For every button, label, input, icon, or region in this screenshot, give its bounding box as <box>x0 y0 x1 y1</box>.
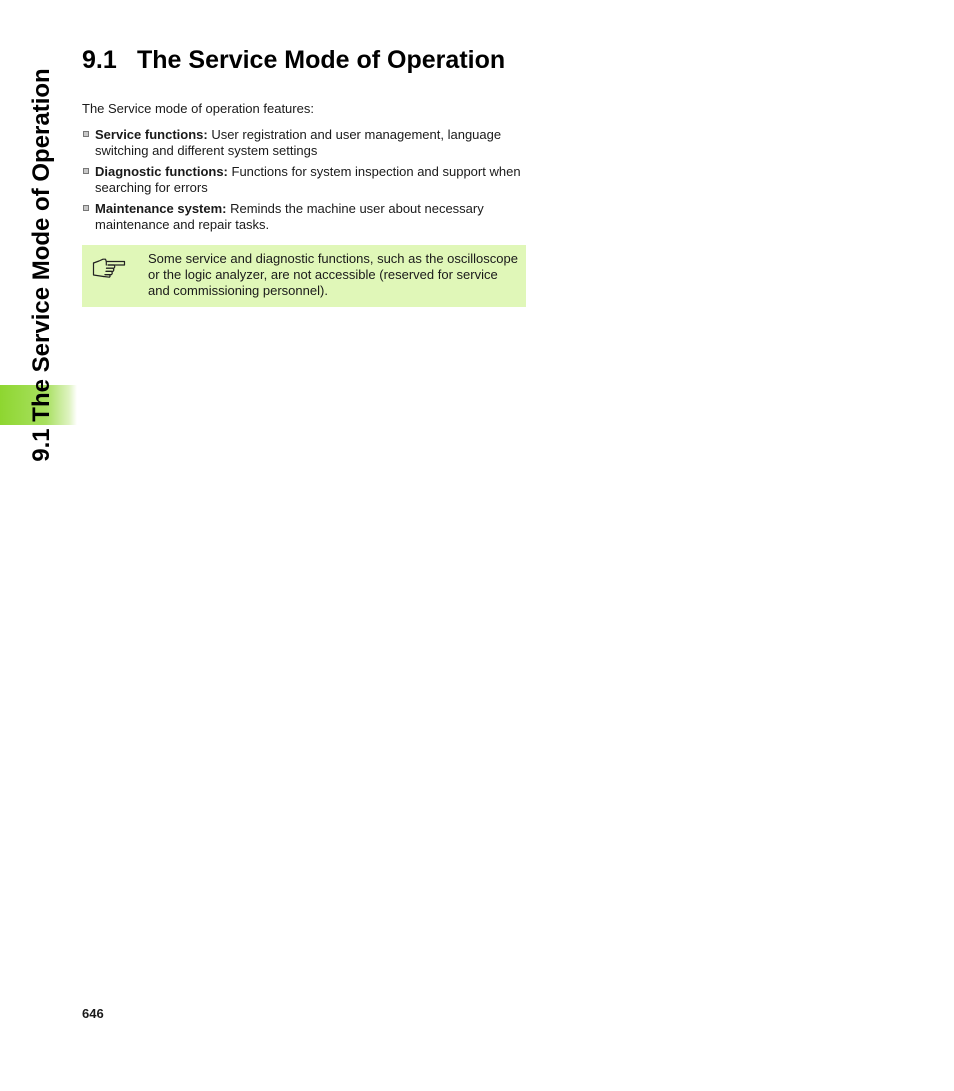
feature-term: Service functions: <box>95 127 208 142</box>
bullet-square-icon <box>83 168 89 174</box>
feature-list <box>82 127 532 238</box>
feature-term: Diagnostic functions: <box>95 164 228 179</box>
feature-term: Maintenance system: <box>95 201 227 216</box>
feature-description: Reminds the machine user about necessary maintenance and repair tasks. <box>95 201 484 232</box>
bullet-square-icon <box>83 205 89 211</box>
feature-description: User registration and user management, language switching and different system settings <box>95 127 502 158</box>
note-text: Some service and diagnostic functions, such as the oscilloscope or the logic analyzer, are not accessible (reserved for service and commissioning personnel). <box>148 251 518 298</box>
side-section-title: 9.1 The Service Mode of Operation <box>28 68 55 462</box>
pointing-hand-icon <box>92 256 126 278</box>
note-box <box>82 245 526 307</box>
section-title: The Service Mode of Operation <box>137 46 506 74</box>
intro-text: The Service mode of operation features: <box>82 101 314 116</box>
list-item <box>82 201 532 233</box>
page-number: 646 <box>82 1006 104 1021</box>
list-item <box>82 127 532 159</box>
page-title <box>82 46 505 75</box>
list-item <box>82 164 532 196</box>
bullet-square-icon <box>83 131 89 137</box>
section-number: 9.1 <box>82 46 117 74</box>
feature-description: Functions for system inspection and support when searching for errors <box>95 164 521 195</box>
